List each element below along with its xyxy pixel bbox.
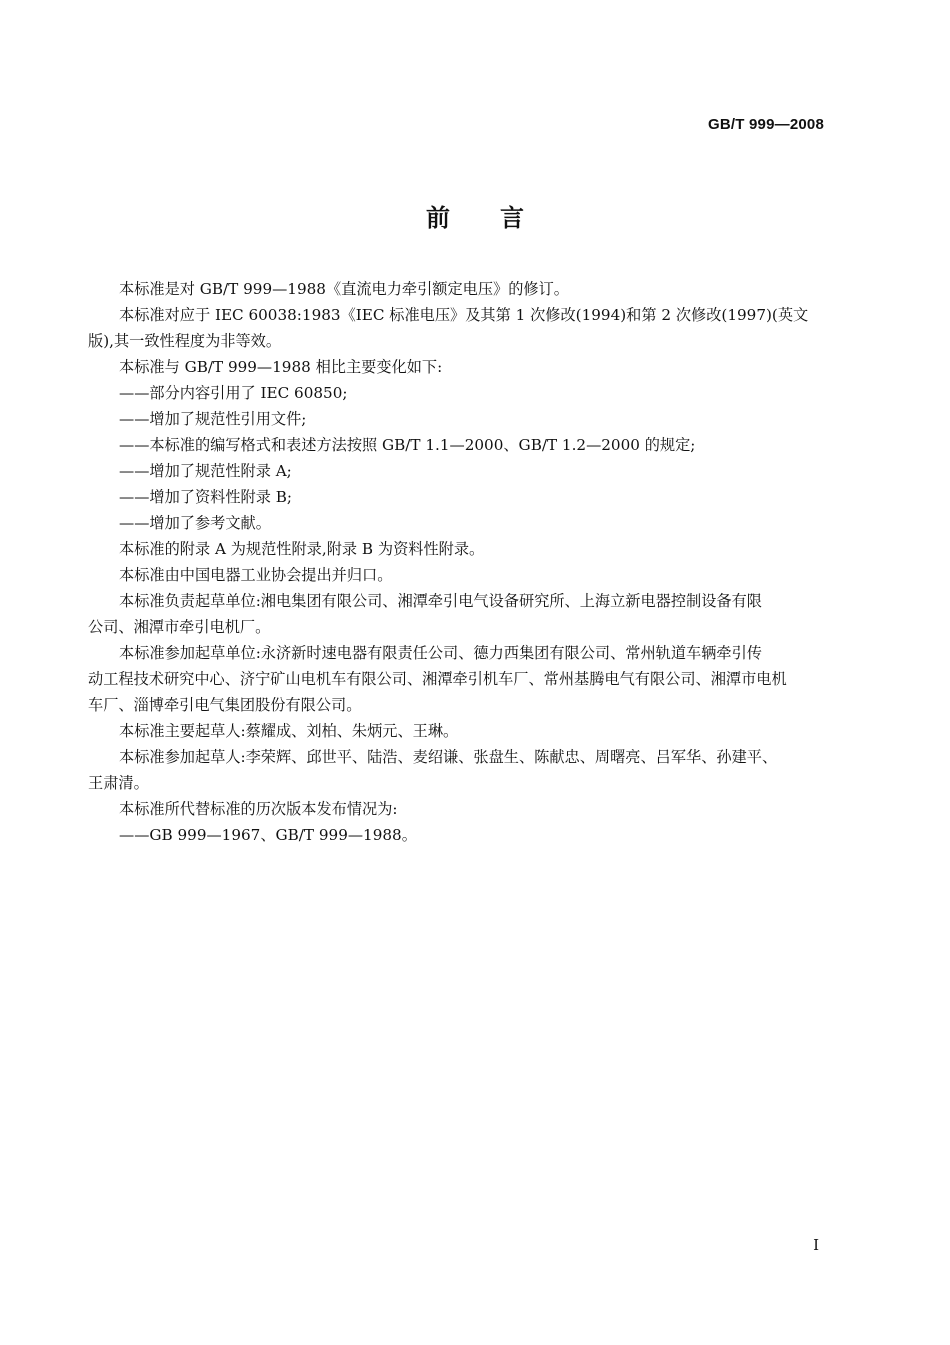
paragraph: 本标准对应于 IEC 60038:1983《IEC 标准电压》及其第 1 次修改(1994)和第 2 次修改(1997)(英文	[119, 306, 809, 324]
paragraph: 本标准参加起草单位:永济新时速电器有限责任公司、德力西集团有限公司、常州轨道车辆牵引传	[119, 644, 762, 662]
standard-code: GB/T 999—2008	[708, 116, 824, 133]
list-item: ——增加了规范性附录 A;	[119, 462, 292, 480]
list-item: ——增加了参考文献。	[119, 514, 271, 532]
list-item: ——部分内容引用了 IEC 60850;	[119, 384, 348, 402]
paragraph: 本标准与 GB/T 999—1988 相比主要变化如下:	[119, 358, 443, 376]
foreword-body	[88, 276, 831, 848]
paragraph: 本标准参加起草人:李荣辉、邱世平、陆浩、麦绍谦、张盘生、陈献忠、周曙亮、吕军华、孙建平、	[119, 748, 778, 766]
list-item: ——本标准的编写格式和表述方法按照 GB/T 1.1—2000、GB/T 1.2—2000 的规定;	[119, 436, 696, 454]
paragraph: 本标准所代替标准的历次版本发布情况为:	[119, 800, 398, 818]
paragraph-continuation: 王肃清。	[88, 774, 149, 792]
paragraph: 本标准是对 GB/T 999—1988《直流电力牵引额定电压》的修订。	[119, 280, 569, 298]
list-item: ——GB 999—1967、GB/T 999—1988。	[119, 826, 417, 844]
list-item: ——增加了资料性附录 B;	[119, 488, 292, 506]
list-item: ——增加了规范性引用文件;	[119, 410, 307, 428]
paragraph: 本标准的附录 A 为规范性附录,附录 B 为资料性附录。	[119, 540, 485, 558]
paragraph-continuation: 车厂、淄博牵引电气集团股份有限公司。	[88, 696, 362, 714]
page-number: I	[813, 1236, 819, 1254]
paragraph: 本标准主要起草人:蔡耀成、刘柏、朱炳元、王琳。	[119, 722, 459, 740]
paragraph-continuation: 版),其一致性程度为非等效。	[88, 332, 282, 350]
page-title: 前言	[426, 204, 574, 232]
paragraph: 本标准负责起草单位:湘电集团有限公司、湘潭牵引电气设备研究所、上海立新电器控制设备有限	[119, 592, 762, 610]
paragraph-continuation: 动工程技术研究中心、济宁矿山电机车有限公司、湘潭牵引机车厂、常州基腾电气有限公司、湘潭市电机	[88, 670, 787, 688]
paragraph-continuation: 公司、湘潭市牵引电机厂。	[88, 618, 271, 636]
paragraph: 本标准由中国电器工业协会提出并归口。	[119, 566, 393, 584]
